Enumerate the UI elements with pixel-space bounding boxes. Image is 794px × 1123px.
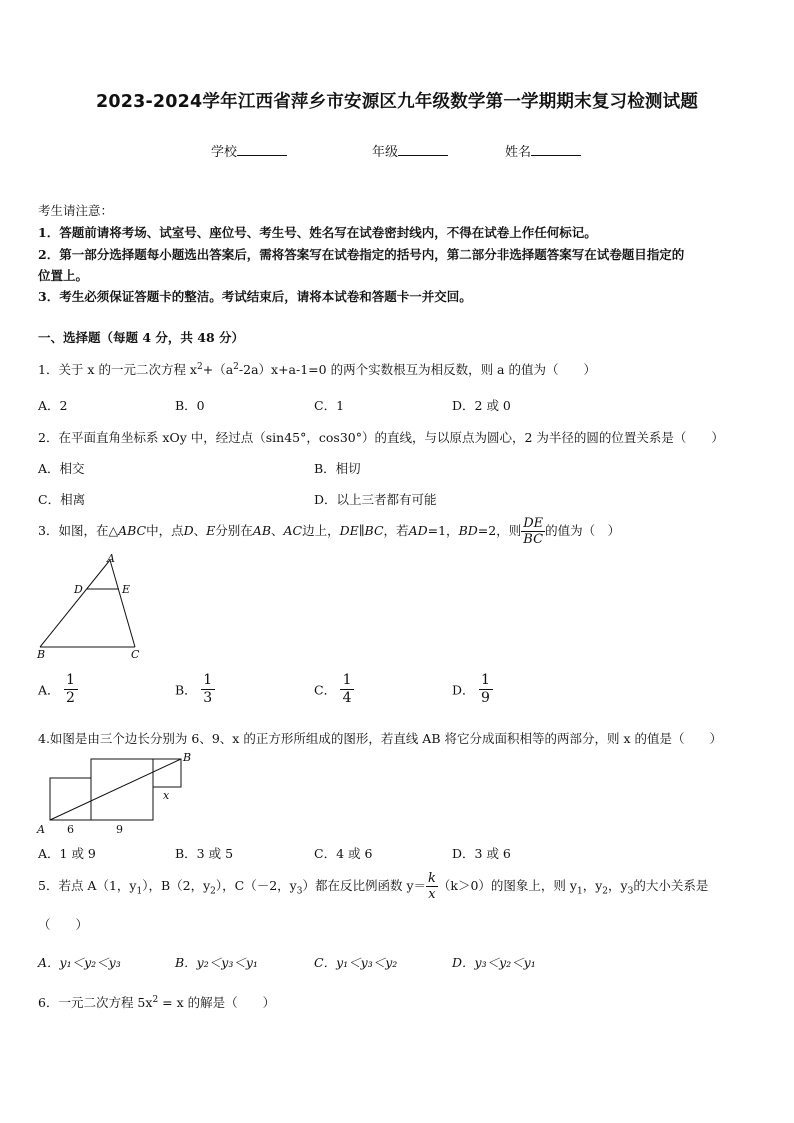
notice-item-3: 3．考生必须保证答题卡的整洁。考试结束后，请将本试卷和答题卡一并交回。 — [38, 289, 472, 304]
question-2-stem: 2．在平面直角坐标系 xOy 中，经过点（sin45°，cos30°）的直线，与以原点为圆心，2 为半径的圆的位置关系是（ ） — [38, 430, 724, 445]
name-field — [505, 141, 581, 160]
fig-label-b: B — [183, 751, 192, 764]
q5-option-b: B．y₂＜y₃＜y₁ — [175, 955, 258, 970]
q5-fraction: $\frac{k}{x}$ — [428, 871, 436, 902]
q1-option-d: D．2 或 0 — [452, 398, 511, 413]
squares-figure — [34, 750, 204, 840]
notice-item-2: 2．第一部分选择题每小题选出答案后，需将答案写在试卷指定的括号内，第二部分非选择题答案写在试卷题目指定的 — [38, 247, 685, 262]
q2-option-b: B．相切 — [314, 461, 361, 476]
triangle-figure — [30, 550, 150, 662]
q1-option-a: A．2 — [38, 398, 68, 413]
q2-option-a: A．相交 — [38, 461, 85, 476]
notice-heading: 考生请注意： — [38, 203, 114, 218]
fig-label-c: C — [131, 648, 140, 661]
school-field — [211, 141, 287, 160]
q2-option-d: D．以上三者都有可能 — [314, 492, 437, 507]
q4-option-a: A．1 或 9 — [38, 846, 96, 861]
fig-label-x: x — [163, 789, 170, 802]
q4-option-b: B．3 或 5 — [175, 846, 234, 861]
page-title: 2023-2024学年江西省萍乡市安源区九年级数学第一学期期末复习检测试题 — [95, 92, 699, 112]
q3-option-c: C． $\frac{1}{4}$ — [314, 672, 354, 707]
question-6-stem: 6．一元二次方程 $5x^2 = x$ 的解是（ ） — [38, 994, 276, 1010]
q5-option-d: D．y₃＜y₂＜y₁ — [452, 955, 536, 970]
fig-label-a: A — [107, 552, 115, 565]
question-5-stem: 5．若点 A（1，$y_1$），B（2，$y_2$），C（－2，$y_3$）都在反比例函数 y＝ $\frac{k}{x}$ （k＞0）的图象上，则 $y_1$，$y_2$，$y_3$的大小关系是 — [38, 871, 709, 902]
fig-label-d: D — [74, 583, 83, 596]
fig-label-9: 9 — [116, 823, 123, 836]
q4-option-c: C．4 或 6 — [314, 846, 373, 861]
q5-option-c: C．y₁＜y₃＜y₂ — [314, 955, 398, 970]
q3-option-b: B． $\frac{1}{3}$ — [175, 672, 215, 707]
q3-fraction: $\frac{DE}{BC}$ — [523, 516, 544, 547]
question-1-stem: 1．关于 x 的一元二次方程 $x^2+(a^2-2a)x+a-1=0$ 的两个实数根互为相反数，则 a 的值为（ ） — [38, 361, 596, 377]
q3-option-a: A． $\frac{1}{2}$ — [38, 672, 78, 707]
grade-field — [372, 141, 448, 160]
q5-option-a: A．y₁＜y₂＜y₃ — [38, 955, 121, 970]
section-heading: 一、选择题（每题 4 分，共 48 分） — [38, 330, 245, 345]
fig-label-b: B — [37, 648, 46, 661]
fig-label-a: A — [37, 823, 45, 836]
q1-option-b: B．0 — [175, 398, 205, 413]
q3-option-d: D． $\frac{1}{9}$ — [452, 672, 493, 707]
notice-item-2-cont: 位置上。 — [38, 268, 89, 283]
q2-option-c: C．相离 — [38, 492, 86, 507]
fig-label-6: 6 — [67, 823, 74, 836]
question-3-stem: 3．如图，在△ABC中，点D、E分别在AB、AC边上，DE∥BC，若AD=1，BD=2，则 $\frac{DE}{BC}$ 的值为（ ） — [38, 516, 621, 547]
q4-option-d: D．3 或 6 — [452, 846, 511, 861]
school-label: 学校 — [211, 145, 238, 160]
grade-label: 年级 — [372, 145, 399, 160]
q5-paren: （ ） — [38, 917, 89, 932]
fig-label-e: E — [122, 583, 131, 596]
question-4-stem: 4.如图是由三个边长分别为 6、9、x 的正方形所组成的图形，若直线 AB 将它分成面积相等的两部分，则 x 的值是（ ） — [38, 731, 722, 746]
name-label: 姓名 — [505, 145, 532, 160]
q1-option-c: C．1 — [314, 398, 345, 413]
notice-item-1: 1．答题前请将考场、试室号、座位号、考生号、姓名写在试卷密封线内，不得在试卷上作任何标记。 — [38, 225, 597, 240]
